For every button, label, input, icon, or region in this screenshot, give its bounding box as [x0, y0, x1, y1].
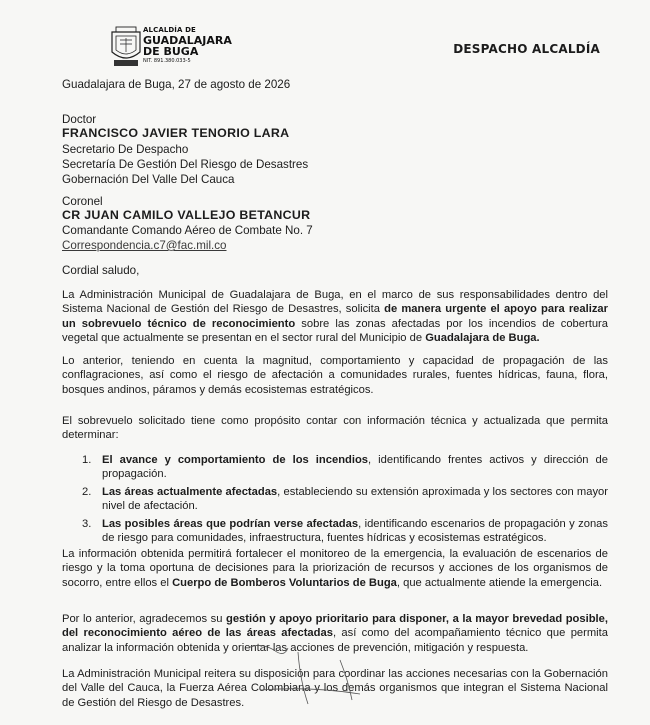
p5-text-a: Por lo anterior, agradecemos su: [62, 613, 226, 625]
list-item-number: 3.: [82, 517, 92, 530]
p4-text-a: La información obtenida permitirá fortalecer el monitoreo de la emergencia, la evaluación de escenarios de riesgo y la toma oportuna de decisiones para la priorización de recursos y acciones de los organismos de socorro, entre ellos el: [62, 548, 608, 589]
logo-nit: NIT. 891.380.033-5: [143, 58, 191, 64]
recipient1-office: Secretaría De Gestión Del Riesgo de Desastres: [62, 158, 309, 171]
list-item-text: , estableciendo su extensión aproximada y los sectores con mayor nivel de afectación.: [102, 485, 608, 513]
p1-bold-municipality: Guadalajara de Buga.: [425, 332, 540, 345]
list-item: [82, 517, 608, 546]
list-item-number: 2.: [82, 485, 92, 498]
recipient1-role: Secretario De Despacho: [62, 143, 189, 156]
p1-bold-request: de manera urgente el apoyo para realizar un sobrevuelo técnico de reconocimiento: [62, 303, 608, 330]
objectives-list: [82, 453, 608, 548]
logo-line-3: DE BUGA: [143, 45, 199, 58]
list-item-number: 1.: [82, 454, 92, 466]
logo-line-2: GUADALAJARA: [143, 34, 232, 47]
logo-line-1: ALCALDÍA DE: [143, 26, 196, 34]
list-item-text: , identificando frentes activos y dirección de propagación.: [102, 454, 608, 481]
p1-text-c: sobre las zonas afectadas por los incendios de cobertura vegetal que actualmente se presentan en el sector rural del Municipio de: [62, 317, 609, 345]
recipient1-title: Doctor: [62, 113, 97, 126]
recipient2-title: Coronel: [62, 195, 103, 208]
recipient2-email-link[interactable]: Correspondencia.c7@fac.mil.co: [62, 239, 227, 252]
paragraph-purpose: El sobrevuelo solicitado tiene como propósito contar con información técnica y actualizada que permita determinar:: [62, 415, 608, 442]
recipient1-name: FRANCISCO JAVIER TENORIO LARA: [62, 126, 290, 140]
list-item-bold: Las posibles áreas que podrían verse afectadas: [102, 517, 359, 530]
letter-date: Guadalajara de Buga, 27 de agosto de 2026: [62, 78, 291, 91]
p4-text-c: , que actualmente atiende la emergencia.: [396, 576, 603, 589]
paragraph-closing: La Administración Municipal reitera su disposición para coordinar las acciones necesarias con la Gobernación del Valle del Cauca, la Fuerza Aérea Colombiana y los demás organismos que integran el Sistema Nacional de Gestión del Riesgo de Desastres.: [62, 668, 608, 709]
handwritten-marks: [240, 640, 380, 720]
p5-bold-support: gestión y apoyo prioritario para disponer, a la mayor brevedad posible, del reconocimiento aéreo de las áreas afectadas: [62, 613, 608, 640]
p4-bold-firefighters: Cuerpo de Bomberos Voluntarios de Buga: [172, 576, 397, 589]
recipient2-name: CR JUAN CAMILO VALLEJO BETANCUR: [62, 208, 311, 222]
list-item: [82, 453, 608, 482]
recipient2-role: Comandante Comando Aéreo de Combate No. 7: [62, 224, 313, 237]
office-heading: DESPACHO ALCALDÍA: [453, 42, 600, 56]
logo-wordmark: [143, 27, 232, 64]
list-item: [82, 485, 608, 514]
recipient1-entity: Gobernación Del Valle Del Cauca: [62, 173, 235, 186]
list-item-text: , identificando escenarios de propagación y zonas de riesgo para comunidades, infraestructura, fuentes hídricas y ecosistemas estratégicos.: [102, 517, 608, 545]
p5-text-c: , así como del acompañamiento técnico que permita analizar la información obtenida y orientar las acciones de prevención, mitigación y respuesta.: [62, 627, 608, 654]
greeting: Cordial saludo,: [62, 264, 140, 277]
list-item-bold: Las áreas actualmente afectadas: [102, 485, 278, 498]
paragraph-request: [62, 288, 608, 346]
list-item-bold: El avance y comportamiento de los incendios: [102, 454, 369, 466]
paragraph-context: Lo anterior, teniendo en cuenta la magnitud, comportamiento y capacidad de propagación de las conflagraciones, así como el riesgo de afectación a comunidades rurales, fuentes hídricas, fauna, flora, bosques andinos, páramos y demás ecosistemas estratégicos.: [62, 355, 608, 396]
paragraph-benefits: [62, 547, 608, 590]
p1-text-a: La Administración Municipal de Guadalajara de Buga, en el marco de sus responsabilidades dentro del Sistema Nacional de Gestión del Riesgo de Desastres, solicita: [62, 289, 608, 316]
